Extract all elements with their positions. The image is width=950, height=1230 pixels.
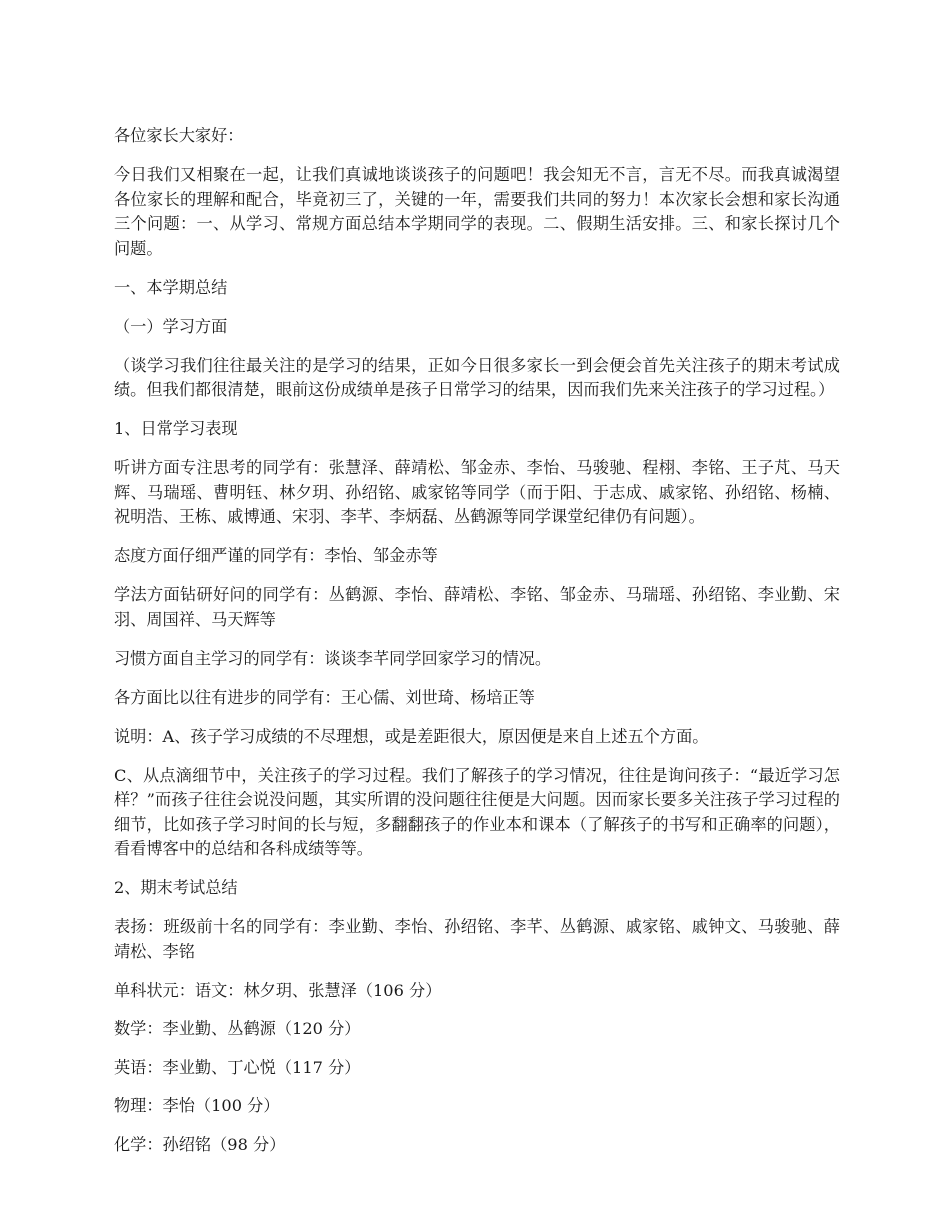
listening-paragraph: 听讲方面专注思考的同学有：张慧泽、薛靖松、邹金赤、李怡、马骏驰、程栩、李铭、王子芃、马天辉、马瑞瑶、曹明钰、林夕玥、孙绍铭、戚家铭等同学（而于阳、于志成、戚家铭、孙绍铭、杨楠、祝明浩、王栋、戚博通、宋羽、李芊、李炳磊、丛鹤源等同学课堂纪律仍有问题）。: [114, 458, 840, 526]
document-page: [114, 124, 840, 1171]
top-score-chinese: 单科状元：语文：林夕玥、张慧泽（106 分）: [114, 980, 442, 1000]
top-score-chemistry: 化学：孙绍铭（98 分）: [114, 1134, 286, 1154]
top-score-physics: 物理：李怡（100 分）: [114, 1096, 280, 1115]
attitude-paragraph: 态度方面仔细严谨的同学有：李怡、邹金赤等: [114, 546, 438, 565]
explanation-a-paragraph: 说明：A、孩子学习成绩的不尽理想，或是差距很大，原因便是来自上述五个方面。: [114, 726, 709, 746]
greeting: 各位家长大家好：: [114, 126, 244, 145]
intro-paragraph: 今日我们又相聚在一起，让我们真诚地谈谈孩子的问题吧！我会知无不言，言无不尽。而我真诚渴望各位家长的理解和配合，毕竟初三了，关键的一年，需要我们共同的努力！本次家长会想和家长沟通三个问题：一、从学习、常规方面总结本学期同学的表现。二、假期生活安排。三、和家长探讨几个问题。: [114, 165, 840, 258]
top-ten-paragraph: 表扬：班级前十名的同学有：李业勤、李怡、孙绍铭、李芊、丛鹤源、戚家铭、戚钟文、马骏驰、薛靖松、李铭: [114, 917, 840, 961]
daily-performance-heading: 1、日常学习表现: [114, 419, 238, 438]
study-method-paragraph: 学法方面钻研好问的同学有：丛鹤源、李怡、薛靖松、李铭、邹金赤、马瑞瑶、孙绍铭、李业勤、宋羽、周国祥、马天辉等: [114, 585, 840, 629]
progress-paragraph: 各方面比以往有进步的同学有：王心儒、刘世琦、杨培正等: [114, 687, 535, 707]
explanation-c-paragraph: C、从点滴细节中，关注孩子的学习过程。我们了解孩子的学习情况，往往是询问孩子：“最近学习怎样？”而孩子往往会说没问题，其实所谓的没问题往往便是大问题。因而家长要多关注孩子学习过程的细节，比如孩子学习时间的长与短，多翻翻孩子的作业本和课本（了解孩子的书写和正确率的问题），看看博客中的总结和各科成绩等等。: [114, 765, 840, 858]
section-heading-summary: 一、本学期总结: [114, 277, 228, 297]
habit-paragraph: 习惯方面自主学习的同学有：谈谈李芊同学回家学习的情况。: [114, 648, 552, 668]
top-score-english: 英语：李业勤、丁心悦（117 分）: [114, 1057, 361, 1077]
study-note-paragraph: （谈学习我们往往最关注的是学习的结果，正如今日很多家长一到会便会首先关注孩子的期末考试成绩。但我们都很清楚，眼前这份成绩单是孩子日常学习的结果，因而我们先来关注孩子的学习过程。）: [114, 355, 840, 399]
subsection-heading-study: （一）学习方面: [114, 316, 228, 336]
top-score-math: 数学：李业勤、丛鹤源（120 分）: [114, 1019, 361, 1038]
final-exam-heading: 2、期末考试总结: [114, 878, 238, 897]
